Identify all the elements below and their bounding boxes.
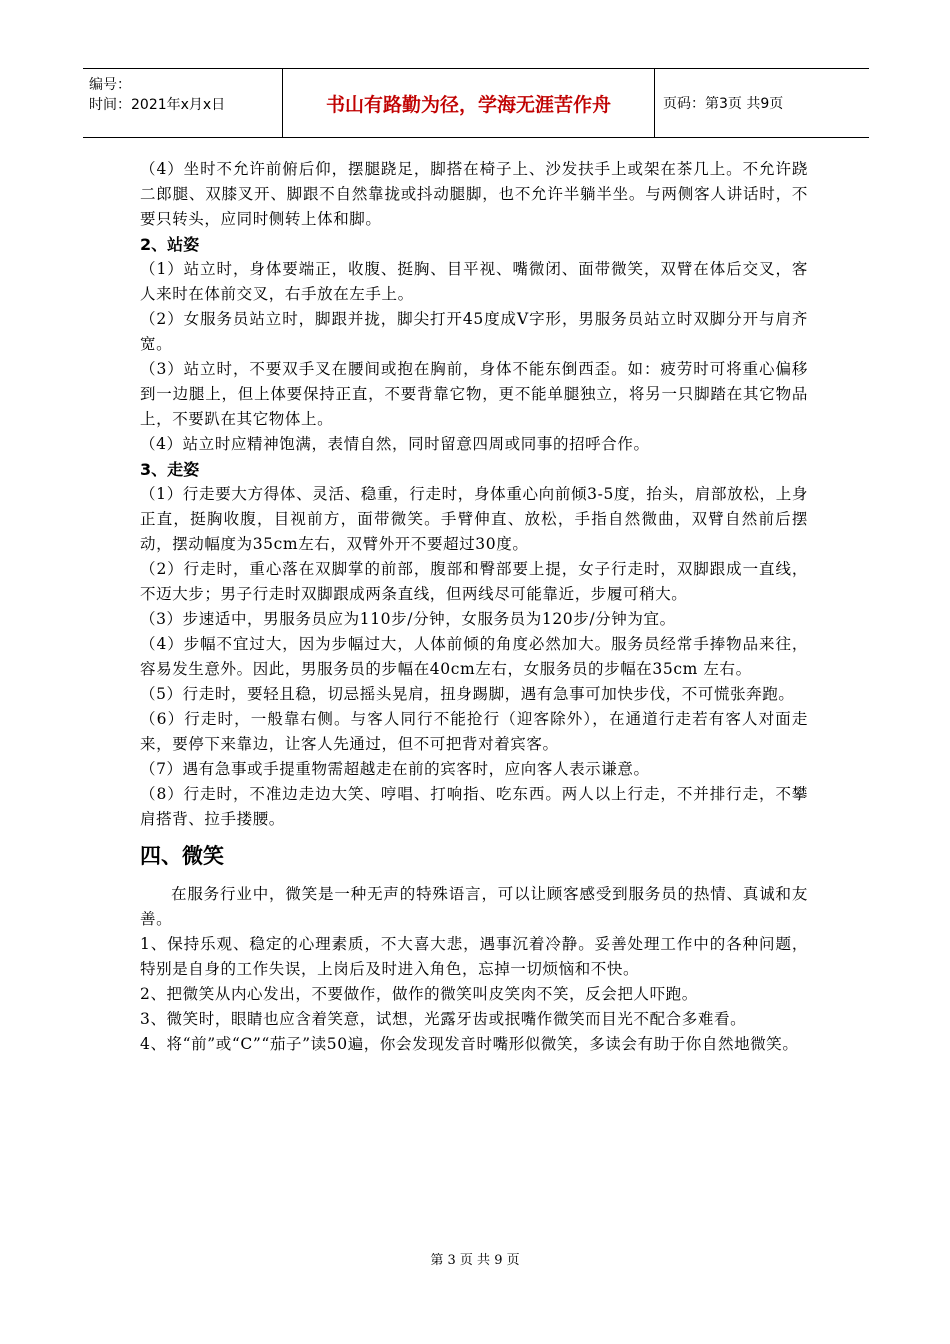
subsection-heading: 2、站姿	[140, 235, 200, 254]
body-paragraph: （2）女服务员站立时，脚跟并拢，脚尖打开45度成V字形，男服务员站立时双脚分开与肩齐宽。	[140, 310, 808, 353]
body-paragraph: 4、将“前”或“C”“茄子”读50遍，你会发现发音时嘴形似微笑，多读会有助于你自然地微笑。	[140, 1035, 799, 1053]
page-header	[83, 68, 869, 138]
body-paragraph: （3）步速适中，男服务员应为110步/分钟，女服务员为120步/分钟为宜。	[140, 610, 676, 628]
document-number-label: 编号：	[89, 77, 131, 93]
body-paragraph: （4）站立时应精神饱满，表情自然，同时留意四周或同事的招呼合作。	[140, 435, 650, 453]
header-page-cell	[655, 69, 869, 137]
body-paragraph: （4）步幅不宜过大，因为步幅过大，人体前倾的角度必然加大。服务员经常手捧物品来往，容易发生意外。因此，男服务员的步幅在40cm左右，女服务员的步幅在35cm 左右。	[140, 635, 808, 678]
page-footer: 第 3 页 共 9 页	[430, 1253, 520, 1268]
body-paragraph: （3）站立时，不要双手叉在腰间或抱在胸前，身体不能东倒西歪。如：疲劳时可将重心偏移到一边腿上，但上体要保持正直，不要背靠它物，更不能单腿独立，将另一只脚踏在其它物品上，不要趴在其它物体上。	[140, 360, 808, 428]
body-paragraph: （1）行走要大方得体、灵活、稳重，行走时，身体重心向前倾3-5度，抬头，肩部放松，上身正直，挺胸收腹，目视前方，面带微笑。手臂伸直、放松，手指自然微曲，双臂自然前后摆动，摆动幅度为35cm左右，双臂外开不要超过30度。	[140, 485, 808, 553]
header-motto-cell	[283, 69, 655, 137]
page-number-label: 页码：第3页 共9页	[663, 96, 784, 112]
body-paragraph: （5）行走时，要轻且稳，切忌摇头晃肩，扭身踢脚，遇有急事可加快步伐，不可慌张奔跑。	[140, 685, 795, 703]
body-paragraph: （7）遇有急事或手提重物需超越走在前的宾客时，应向客人表示谦意。	[140, 760, 650, 778]
body-paragraph: 在服务行业中，微笑是一种无声的特殊语言，可以让顾客感受到服务员的热情、真诚和友善。	[140, 885, 808, 928]
motto-text: 书山有路勤为径，学海无涯苦作舟	[325, 93, 611, 116]
body-paragraph: （6）行走时，一般靠右侧。与客人同行不能抢行（迎客除外），在通道行走若有客人对面走来，要停下来靠边，让客人先通过，但不可把背对着宾客。	[140, 710, 808, 753]
body-paragraph: （2）行走时，重心落在双脚掌的前部，腹部和臀部要上提，女子行走时，双脚跟成一直线，不迈大步；男子行走时双脚跟成两条直线，但两线尽可能靠近，步履可稍大。	[140, 560, 808, 603]
header-meta	[83, 69, 283, 137]
body-paragraph: 2、把微笑从内心发出，不要做作，做作的微笑叫皮笑肉不笑，反会把人吓跑。	[140, 985, 698, 1003]
document-body	[140, 157, 808, 1057]
body-paragraph: （1）站立时，身体要端正，收腹、挺胸、目平视、嘴微闭、面带微笑，双臂在体后交叉，客人来时在体前交叉，右手放在左手上。	[140, 260, 808, 303]
body-paragraph: （8）行走时，不准边走边大笑、哼唱、打响指、吃东西。两人以上行走，不并排行走，不攀肩搭背、拉手搂腰。	[140, 785, 808, 828]
body-paragraph: （4）坐时不允许前俯后仰，摆腿跷足，脚搭在椅子上、沙发扶手上或架在茶几上。不允许跷二郎腿、双膝叉开、脚跟不自然靠拢或抖动腿脚，也不允许半躺半坐。与两侧客人讲话时，不要只转头，应同时侧转上体和脚。	[140, 160, 808, 228]
date-label: 时间：2021年x月x日	[89, 97, 226, 113]
subsection-heading: 3、走姿	[140, 460, 200, 479]
body-paragraph: 3、微笑时，眼睛也应含着笑意，试想，光露牙齿或抿嘴作微笑而目光不配合多难看。	[140, 1010, 747, 1028]
section-heading: 四、微笑	[140, 844, 224, 868]
body-paragraph: 1、保持乐观、稳定的心理素质，不大喜大悲，遇事沉着冷静。妥善处理工作中的各种问题，特别是自身的工作失误，上岗后及时进入角色，忘掉一切烦恼和不快。	[140, 935, 808, 978]
